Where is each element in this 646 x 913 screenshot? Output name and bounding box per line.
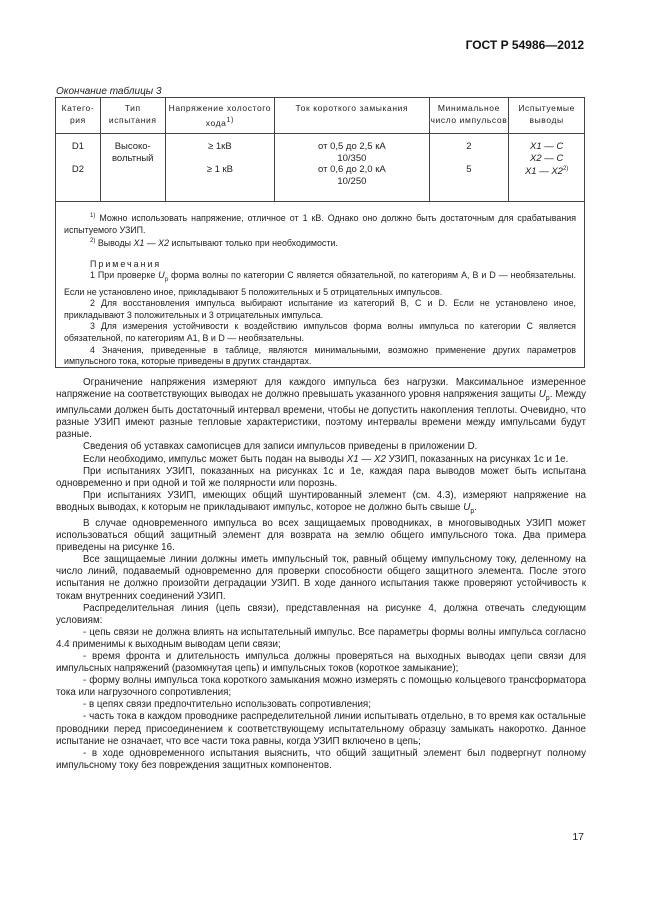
note-3: 3 Для измерения устойчивости к воздействию импульсов форма волны импульса по категории С является обязательной, по категориям А1, В и D — необязательны. xyxy=(64,321,576,344)
header-open-circuit-voltage: Напряжение холостого хода$^{1)}$ xyxy=(166,98,276,133)
header-terminals: Испытуемые выводы xyxy=(518,103,575,125)
note-4: 4 Значения, приведенные в таблице, являются минимальными, возможно применение других параметров импульсного тока, которые приведены в других стандартах. xyxy=(64,344,576,367)
notes-title: Примечания xyxy=(90,258,162,269)
paragraph-7: Все защищаемые линии должны иметь импульсный ток, равный общему импульсному току, деленному на число линий, подаваемый одновременно для проверки способности общего защитного элемента. После этого испытания не должно произойти деградации УЗИП. В ходе данного испытания также проверяют устойчивость к токам внутренних соединений УЗИП. xyxy=(56,554,586,602)
document-header: ГОСТ Р 54986—2012 xyxy=(465,38,584,52)
list-item: - форму волны импульса тока короткого замыкания можно измерять с помощью кольцевого трансформатора тока или нагрузочного сопротивления; xyxy=(56,675,586,699)
table-header-row xyxy=(56,98,584,134)
table-caption: Окончание таблицы 3 xyxy=(56,86,162,97)
header-min-impulses: Минимальное число импульсов xyxy=(430,98,510,133)
body-text xyxy=(56,377,586,772)
header-short-circuit-current: Ток короткого замыкания xyxy=(275,98,429,133)
paragraph-3: Если необходимо, импульс может быть подан на выводы X1 — X2 УЗИП, показанных на рисунках 1с и 1е. xyxy=(83,453,569,465)
footnote-1: $^{1)}$ Можно использовать напряжение, отличное от 1 кВ. Однако оно должно быть достаточным для срабатывания испытуемого УЗИП. xyxy=(64,212,577,235)
list-item: - в цепях связи предпочтительно использовать сопротивления; xyxy=(83,699,371,711)
list-item: - в ходе одновременного испытания выяснить, что общий защитный элемент был подвергнут полному импульсному току без повреждения защитных компонентов. xyxy=(56,747,586,771)
paragraph-1: Ограничение напряжения измеряют для каждого импульса без нагрузки. Максимальное измеренное напряжение на соответствующих выводах не должно превышать указанного уровня напряжения защиты $U_p$. Между импульсами должен быть достаточный интервал времени, чтобы не допустить накопления теплоты. Очевидно, что разные УЗИП имеют разные тепловые характеристики, поэтому интервалы времени между импульсами будут разные. xyxy=(56,377,586,441)
paragraph-8: Распределительная линия (цепь связи), представленная на рисунке 4, должна отвечать следующим условиям: xyxy=(56,602,586,626)
paragraph-5: При испытаниях УЗИП, имеющих общий шунтированный элемент (см. 4.3), измеряют напряжение на вводных выводах, к которым не прикладывают импульс, которое не должно быть свыше $U_p$. xyxy=(56,489,586,515)
cell-test-type: Высоко- вольтный xyxy=(101,134,166,201)
paragraph-2: Сведения об уставках самописцев для записи импульсов приведены в приложении D. xyxy=(83,441,478,453)
cell-voltage: ≥ 1кВ ≥ 1 кВ xyxy=(166,134,276,201)
note-2: 2 Для восстановления импульса выбирают испытание из категорий В, С и D. Если не установлено иное, прикладывают 3 положительных и 3 отрицательных импульса. xyxy=(64,298,576,320)
page-number: 17 xyxy=(572,831,584,843)
paragraph-6: В случае одновременного импульса во всех защищаемых проводниках, в многовыводных УЗИП может использоваться общий защитный элемент для возврата на землю общего импульсного тока. Два примера приведены на рисунке 16. xyxy=(56,517,586,554)
table-3 xyxy=(55,97,585,368)
footnote-2: $^{2)}$ Выводы X1 — X2 испытывают только при необходимости. xyxy=(90,238,338,249)
cell-current: от 0,5 до 2,5 кА 10/350 от 0,6 до 2,0 кА 10/250 xyxy=(275,134,429,201)
header-test-type: Тип испытания xyxy=(101,98,166,133)
list-item: - часть тока в каждом проводнике распределительной линии испытывать отдельно, в то время как остальные проводники перед присоединением к соответствующему испытательному образцу замыкать накоротко. Данное испытание не означает, что все части тока равны, когда УЗИП включено в цепь; xyxy=(56,711,586,747)
table-body-row xyxy=(56,134,584,202)
note-1: 1 При проверке $U_p$ форма волны по категории С является обязательной, по категориям А, В и D — необязательны. Если не установлено иное, прикладывают 5 положительных и 5 отрицательных импульсов. xyxy=(64,270,577,297)
cell-category: D1 D2 xyxy=(56,134,101,201)
list-item: - цепь связи не должна влиять на испытательный импульс. Все параметры формы волны импульса согласно 4.4 применимы к выходным выводам цепи связи; xyxy=(56,626,586,650)
cell-terminals: X1 — C X2 — C X1 — X2$^{2)}$ xyxy=(524,141,569,178)
cell-min-impulses: 2 5 xyxy=(430,134,510,201)
table-notes xyxy=(56,202,584,368)
paragraph-4: При испытаниях УЗИП, показанных на рисунках 1с и 1е, каждая пара выводов может быть испытана одновременно и при одной и той же полярности или порознь. xyxy=(56,465,586,489)
list-item: - время фронта и длительность импульса должны проверяться на выходных выводах цепи связи для импульсных напряжений (разомкнутая цепь) и импульсных токов (короткое замыкание); xyxy=(56,650,586,675)
header-category: Катего-рия xyxy=(56,98,101,133)
